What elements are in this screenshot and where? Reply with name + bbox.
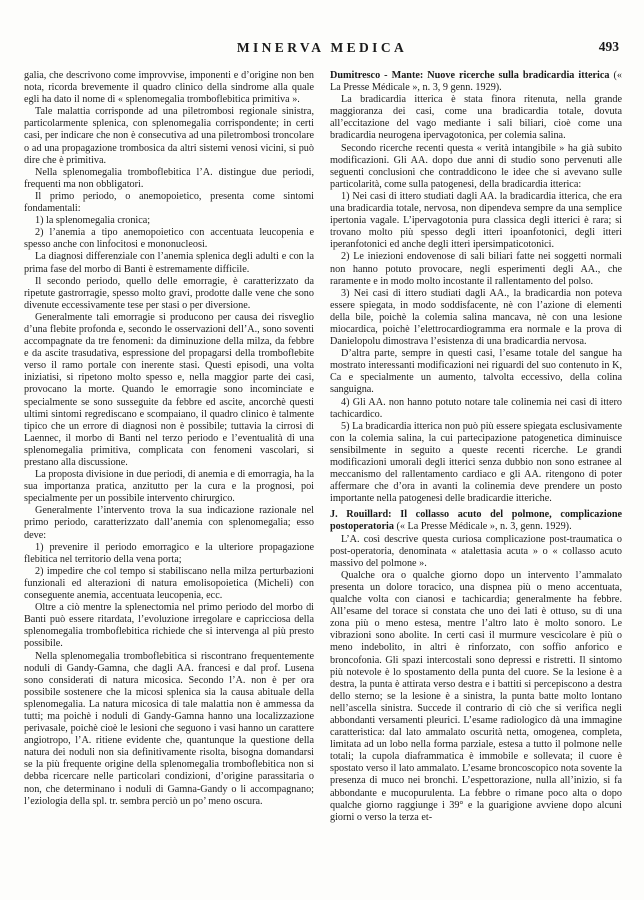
article-title: Il collasso acuto del polmone, complicazione postoperatoria bbox=[330, 509, 623, 533]
left-column bbox=[24, 70, 314, 808]
article-author: J. Rouillard: bbox=[330, 509, 392, 521]
paragraph: 3) Nei casi di ittero studiati dagli AA., la bradicardia non poteva essere spiegata, in modo soddisfacente, nè con l’azione di elementi della bile, poichè la colemia salina mancava, nè con una lesione miocardica, poichè l’elettrocardiogramma era normale e la prova di Danielopolu dimostrava l’esistenza di una bradicardia nervosa. bbox=[330, 287, 622, 348]
article-heading bbox=[330, 70, 622, 94]
paragraph: galia, che descrivono come improvvise, imponenti e d’origine non ben nota, ricorda brevemente il quadro clinico della sindrome alla quale egli ha dato il nome di « splenomegalia tromboflebitica primitiva ». bbox=[24, 70, 314, 106]
paragraph: 5) La bradicardia itterica non può più essere spiegata esclusivamente con la colemia salina, la cui partecipazione patogenetica diminuisce sensibilmente in seguito a queste recenti ricerche. Le grandi modificazioni umorali degli itterici senza dubbio non sono estranee al meccanismo del rallentamento cardiaco e gli AA. ritengono di poter affermare che d’ora in avanti la colinemia deve prendere un posto importante nella patogenesi delle bradicardie itteriche. bbox=[330, 420, 622, 505]
article-source: (« La Presse Médicale », n. 3, 9 genn. 1929). bbox=[330, 70, 623, 94]
paragraph: 1) Nei casi di ittero studiati dagli AA. la bradicardia itterica, che era una bradicardia totale, nervosa, non dipendeva sempre da una semplice ipertonia vagale. L’ipervagotonia pura classica degli itterici è rara; si trovano molto più spesso degli itteri ipoanfotonici, degli itteri iperanfotonici ed anche degli itteri ipersimpaticotonici. bbox=[330, 190, 622, 251]
list-item: 2) impedire che col tempo si stabiliscano nella milza perturbazioni funzionali ed alterazioni di natura emolisopoietica (Micheli) con conseguente anemia, accentuata leucopenia, ecc. bbox=[24, 565, 314, 602]
page-number: 493 bbox=[598, 39, 619, 54]
paragraph: La bradicardia itterica è stata finora ritenuta, nella grande maggioranza dei casi, come una bradicardia totale, dovuta all’eccitazione del vago mediante i sali biliari, cioè come una bradicardia neurogena ipervagotonica, per colemia salina. bbox=[330, 94, 622, 142]
running-header bbox=[25, 40, 619, 60]
article-source: (« La Presse Médicale », n. 3, genn. 1929). bbox=[396, 521, 572, 533]
article-author: Dumitresco - Mante: bbox=[330, 70, 424, 81]
paragraph: Secondo ricerche recenti questa « verità intangibile » ha già subito modificazioni. Gli AA. dopo due anni di studio sono pervenuti alle seguenti conclusioni che contraddicono le idee che si avevano sulle particolarità, come sulla patogenesi, della bradicardia itterica: bbox=[330, 142, 622, 190]
paragraph: Tale malattia corrisponde ad una piletrombosi regionale sinistra, particolarmente splenica, con splenomegalia corrispondente; in certi casi, per indicare che non è consecutiva ad una piletrombosi troncolare o ad una propagazione trombosica da altri sistemi venosi vicini, si può dire che è primitiva. bbox=[24, 106, 314, 166]
paragraph: L’A. così descrive questa curiosa complicazione post-traumatica o post-operatoria, denominata « atalettasia acuta » o « collasso acuto massivo del polmone ». bbox=[330, 533, 622, 569]
article-heading bbox=[330, 509, 622, 533]
article-title: Nuove ricerche sulla bradicardia itterica bbox=[427, 70, 610, 81]
paragraph: Oltre a ciò mentre la splenectomia nel primo periodo del morbo di Banti può essere ritardata, l’evoluzione irregolare e capricciosa della splenomegalia tromboflebitica richiede che si intervenga al più presto possibile. bbox=[24, 602, 314, 650]
paragraph: La diagnosi differenziale con l’anemia splenica degli adulti e con la prima fase del morbo di Banti è estremamente difficile. bbox=[24, 251, 314, 275]
paragraph: Generalmente l’intervento trova la sua indicazione razionale nel primo periodo, caratterizzato dall’anemia con splenomegalia; esso deve: bbox=[24, 505, 314, 541]
paragraph: La proposta divisione in due periodi, di anemia e di emorragia, ha la sua importanza pratica, anzitutto per la cura e la prognosi, poi specialmente per un possibile intervento chirurgico. bbox=[24, 469, 314, 505]
paragraph: Nella splenomegalia tromboflebitica si riscontrano frequentemente noduli di Gandy-Gamna, che dagli AA. francesi e dal prof. Lusena sono considerati di natura micosica. Secondo l’A. non è per ora possibile sostenere che la micosi splenica sia la causa abituale della splenomegalia. La natura micosica di tale malattia non è ammessa da tutti; ma poichè i noduli di Gandy-Gamna hanno una localizzazione perivasale, poichè cioè le lesioni che seguono i vasi hanno un carattere angiotropo, l’A. ritiene evidente che, quantunque la questione della natura dei noduli non sia definitivamente risolta, bisogna domandarsi se la più frequente origine della splenomegalia tromboflebitica non si debba ricercare nelle particolari condizioni, d’origine parassitaria o non, che determinano i noduli di Gamna-Gandy o li accompagnano; l’eziologia della spl. tr. sembra perciò un po’ meno oscura. bbox=[24, 650, 314, 807]
paragraph: Il secondo periodo, quello delle emorragie, è caratterizzato da ripetute gastrorragie, spesso molto gravi, prodotte dalle vene che sono divenute eccessivamente tese per stasi o per diversione. bbox=[24, 275, 314, 311]
paragraph: Qualche ora o qualche giorno dopo un intervento l’ammalato presenta un dolore toracico, una dispnea più o meno accentuata, qualche volta con cianosi e tachicardia; generalmente ha febbre. All’esame del torace si constata che uno dei lati è ottuso, su di una zona più o meno estesa, mentre l’altro lato è molto sonoro. Le vibrazioni sono abolite. In certi casi il murmure vescicolare è più o meno indebolito, in altri è rinforzato, con soffio anforico e broncofonia. Gli spazi intercostali sono depressi e ristretti. Il sintomo più notevole è lo spostamento della punta del cuore. Se la lesione è a destra, la punta è attirata verso destra e i battiti si percepiscono a destra dello sterno; se la lesione è a sinistra, la punta batte molto lontano nell’ascella sinistra. Succede il contrario di ciò che si verifica negli abbondanti versamenti pleurici. L’esame radiologico dà una immagine caratteristica: dal lato ammalato oscurità netta, omogenea, completa, limitata ad un lobo nella forma parziale, estesa a tutto il polmone nelle totali; la cupola diaframmatica è immobile e sollevata; il cuore è spostato verso il lato ammalato. L’esame broncoscopico nota sovente la presenza di muco nei bronchi. L’espettorazione, nulla all’inizio, si fa abbondante e mucopurulenta. La febbre o rimane poco alta o dopo qualche giorno raggiunge i 39° e la guarigione avviene dopo alcuni giorni o verso la terza et- bbox=[330, 569, 622, 823]
paragraph: Il primo periodo, o anemopoietico, presenta come sintomi fondamentali: bbox=[24, 190, 314, 215]
right-column bbox=[330, 70, 622, 824]
paragraph: 4) Gli AA. non hanno potuto notare tale colinemia nei casi di ittero tachicardico. bbox=[330, 396, 622, 420]
list-item: 1) prevenire il periodo emorragico e la ulteriore propagazione flebitica nel territorio della vena porta; bbox=[24, 541, 314, 565]
paragraph: D’altra parte, sempre in questi casi, l’esame totale del sangue ha mostrato interessanti modificazioni nei riguardi del suo contenuto in K, Ca e specialmente un aumento, talvolta eccessivo, della colina sanguigna. bbox=[330, 348, 622, 396]
paragraph: Generalmente tali emorragie si producono per causa dei risveglio d’una flebite profonda e, secondo le osservazioni dell’A., sono soventi accompagnate da tre fenomeni: da diminuzione della milza, da febbre e da ascite trasudativa, espressione del propagarsi della tromboflebite verso il ramo portale con inerente stasi. Questi episodi, una volta iniziatisi, si ripetono molto spesso e, nella maggior parte dei casi, provocano la morte. Quando le emorragie sono incominciate e specialmente se sono susseguite da febbre ed ascite, ancorchè questi ultimi sintomi regrediscano e scompaiano, il quadro clinico è talmente tipico che un errore di diagnosi non è possibile; tuttavia la cirrosi di Laennec, il morbo di Banti nel terzo periodo e l’eventualità di una splenomegalia primitiva, complicata con fenomeni vascolari, si prestano alla discussione. bbox=[24, 311, 314, 468]
list-item: 1) la splenomegalia cronica; bbox=[35, 215, 151, 227]
paragraph: Nella splenomegalia tromboflebitica l’A. distingue due periodi, frequenti ma non obbligatori. bbox=[24, 166, 314, 190]
paragraph: 2) Le iniezioni endovenose di sali biliari fatte nei soggetti normali non hanno potuto provocare, negli esperimenti degli AA., che raramente e in modo molto incostante il rallentamento del polso. bbox=[330, 251, 622, 287]
journal-title: MINERVA MEDICA bbox=[236, 40, 408, 55]
list-item: 2) l’anemia a tipo anemopoietico con accentuata leucopenia e spesso anche con linfocitosi e mononucleosi. bbox=[24, 227, 314, 251]
